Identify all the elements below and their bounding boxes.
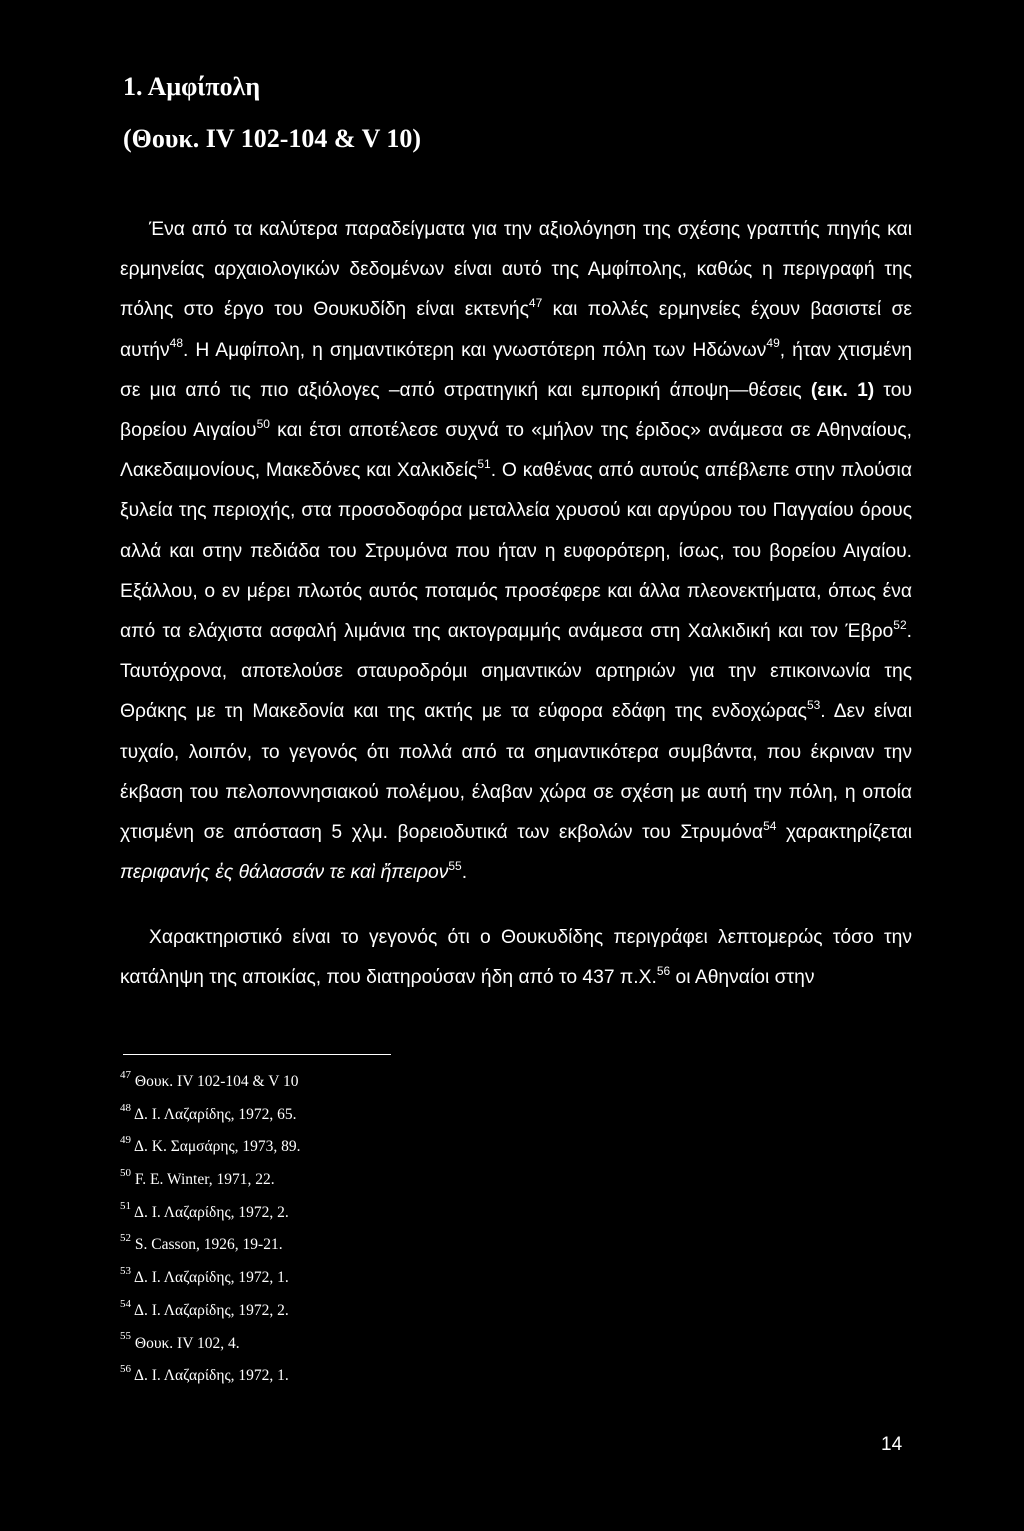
footnote [120, 1360, 820, 1393]
greek-quotation: περιφανής ἐς θάλασσάν τε καὶ ἤπειρον [120, 862, 449, 884]
footnote-ref: 56 [656, 963, 671, 978]
footnote-number: 49 [120, 1134, 131, 1147]
footnote-number: 47 [120, 1068, 131, 1081]
text-run: Ένα από τα καλύτερα παραδείγματα για την αξιολόγηση της σχέσης γραπτής πηγής και ερμηνείας αρχαιολογικών δεδομένων είναι αυτό της Αμφίπολης, καθώς η περιγραφή της πόλης στο έργο του Θουκυδίδη είναι εκτενής [120, 219, 912, 321]
figure-reference: (εικ. 1) [810, 379, 875, 401]
footnote-text: Δ. Κ. Σαμσάρης, 1973, 89. [134, 1138, 301, 1156]
footnote-ref: 48 [169, 336, 184, 351]
footnote-separator [123, 1054, 391, 1055]
text-run: . Ο καθένας από αυτούς απέβλεπε στην πλούσια ξυλεία της περιοχής, στα προσοδοφόρα μεταλλεία χρυσού και αργύρου του Παγγαίου όρους αλλά και στην πεδιάδα του Στρυμόνα που ήταν η ευφορότερη, ίσως, του βορείου Αιγαίου. Εξάλλου, ο εν μέρει πλωτός αυτός ποταμός προσέφερε και άλλα πλεονεκτήματα, όπως ένα από τα ελάχιστα ασφαλή λιμάνια της ακτογραμμής ανάμεσα στη Χαλκιδική και τον Έβρο [120, 460, 912, 643]
footnote-number: 50 [120, 1166, 131, 1179]
footnote-text: S. Casson, 1926, 19-21. [134, 1236, 283, 1254]
footnote [120, 1066, 820, 1099]
text-run: οι Αθηναίοι στην [670, 967, 815, 989]
footnote-number: 53 [120, 1264, 131, 1277]
footnote-number: 55 [120, 1330, 131, 1343]
footnote-ref: 54 [763, 818, 777, 833]
text-run: . Η Αμφίπολη, η σημαντικότερη και γνωστότερη πόλη των Ηδώνων [183, 339, 767, 361]
footnote [120, 1295, 820, 1328]
text-run: . Δεν είναι τυχαίο, λοιπόν, το γεγονός ότι πολλά από τα σημαντικότερα συμβάντα, που έκριναν την έκβαση του πελοποννησιακού πολέμου, έλαβαν χώρα σε σχέση με αυτή την πόλη, η οποία χτισμένη σε απόσταση 5 χλμ. βορειοδυτικά των εκβολών του Στρυμόνα [120, 701, 912, 844]
text-run: του βορείου Αιγαίου [120, 379, 913, 442]
footnote-text: F. E. Winter, 1971, 22. [134, 1171, 275, 1189]
text-run: χαρακτηρίζεται [776, 822, 913, 844]
footnote-ref: 50 [256, 416, 270, 431]
footnote [120, 1229, 820, 1262]
footnote-ref: 49 [766, 336, 780, 351]
footnotes [120, 1066, 820, 1393]
section-title: 1. Αμφίπολη [123, 72, 261, 101]
footnote-number: 52 [120, 1232, 131, 1245]
text-run: και έτσι αποτέλεσε συχνά το «μήλον της έριδος» ανάμεσα σε Αθηναίους, Λακεδαιμονίους, Μακεδόνες και Χαλκιδείς [120, 420, 912, 482]
footnote-text: Δ. Ι. Λαζαρίδης, 1972, 2. [134, 1301, 289, 1319]
footnote-text: Θουκ. IV 102-104 & V 10 [134, 1073, 299, 1090]
footnote-number: 48 [120, 1101, 131, 1114]
text-run: , ήταν χτισμένη σε μια από τις πιο αξιόλογες –από στρατηγική και εμπορική άποψη—θέσεις [120, 339, 913, 401]
footnote-ref: 53 [806, 698, 821, 713]
footnote [120, 1099, 820, 1132]
footnote [120, 1328, 820, 1361]
page-number: 14 [881, 1434, 903, 1455]
footnote [120, 1262, 820, 1295]
section-subtitle: (Θουκ. IV 102-104 & V 10) [123, 124, 422, 153]
text-run: και πολλές ερμηνείες έχουν βασιστεί σε αυτήν [120, 299, 912, 361]
text-run: . [461, 862, 468, 884]
footnote-text: Δ. Ι. Λαζαρίδης, 1972, 65. [134, 1105, 297, 1123]
footnote-ref: 51 [477, 456, 491, 471]
footnote-ref: 47 [528, 295, 543, 310]
paragraph-2 [120, 918, 912, 998]
text-run: . Ταυτόχρονα, αποτελούσε σταυροδρόμι σημαντικών αρτηριών για την επικοινωνία της Θράκης με τη Μακεδονία και της ακτής με τα εύφορα εδάφη της ενδοχώρας [120, 621, 912, 723]
footnote-text: Δ. Ι. Λαζαρίδης, 1972, 1. [134, 1367, 289, 1385]
text-run: Χαρακτηριστικό είναι το γεγονός ότι ο Θουκυδίδης περιγράφει λεπτομερώς τόσο την κατάληψη της αποικίας, που διατηρούσαν ήδη από το 437 π.Χ. [120, 927, 912, 989]
footnote-ref: 55 [448, 858, 462, 873]
footnote-text: Θουκ. IV 102, 4. [134, 1334, 240, 1352]
footnote [120, 1197, 820, 1230]
footnote [120, 1131, 820, 1164]
footnote-ref: 52 [893, 617, 907, 632]
footnote-number: 51 [120, 1199, 131, 1212]
footnote-number: 56 [120, 1363, 131, 1376]
footnote-text: Δ. Ι. Λαζαρίδης, 1972, 1. [134, 1269, 289, 1287]
footnote-number: 54 [120, 1297, 131, 1310]
footnote-text: Δ. Ι. Λαζαρίδης, 1972, 2. [134, 1203, 289, 1221]
paragraph-1 [120, 210, 912, 893]
footnote [120, 1164, 820, 1197]
